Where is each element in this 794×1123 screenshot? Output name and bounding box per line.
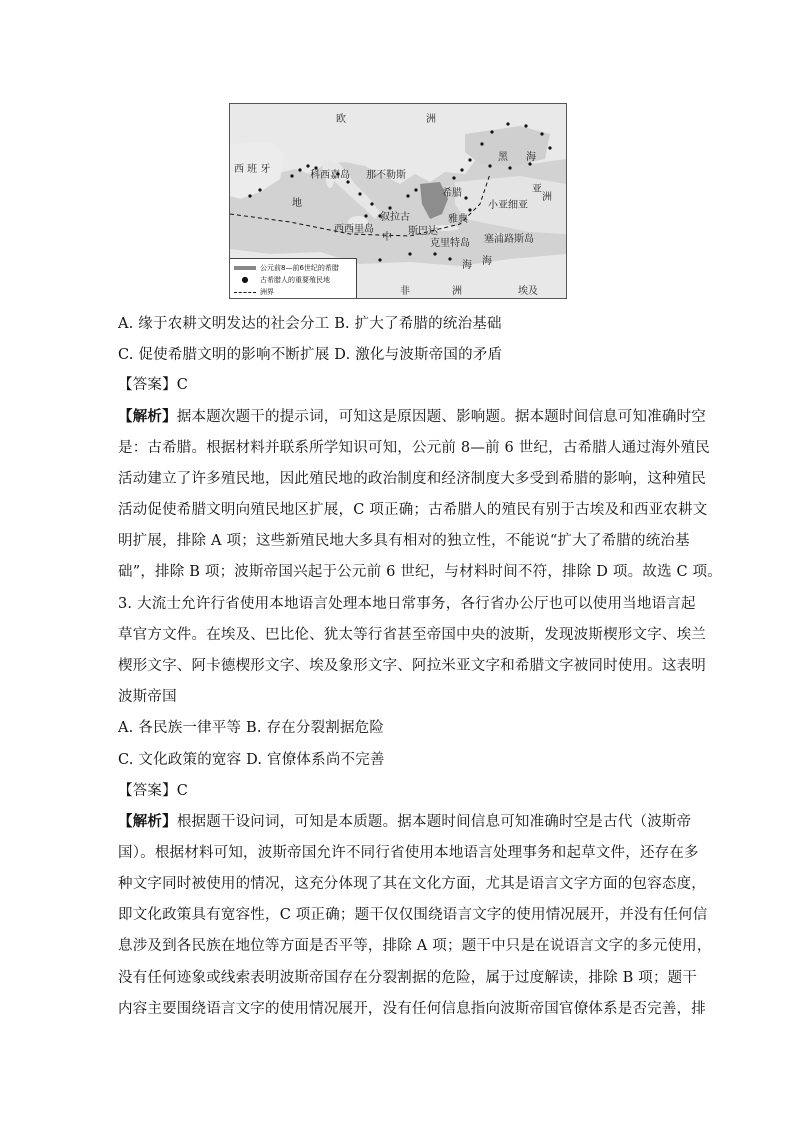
q2-analysis-text-1: 据本题次题干的提示词，可知这是原因题、影响题。据本题时间信息可知准确时空 xyxy=(176,409,707,425)
label-athens: 雅典 xyxy=(448,214,468,225)
label-black-sea-1: 黑 xyxy=(498,152,508,163)
legend-area-swatch xyxy=(234,266,256,270)
label-sea-east: 海 xyxy=(462,260,472,271)
label-asia-1: 亚 xyxy=(532,184,542,195)
q2-answer: 【答案】C xyxy=(118,377,189,393)
q3-analysis-line-4: 即文化政策具有宽容性，C 项正确；题干仅仅围绕语言文字的使用情况展开，并没有任何信 xyxy=(118,907,708,923)
label-med-1: 地 xyxy=(292,198,302,209)
map-legend xyxy=(230,258,357,299)
q2-options-row-1: A. 缘于农耕文明发达的社会分工 B. 扩大了希腊的统治基础 xyxy=(118,316,502,332)
q2-analysis-line-2: 是：古希腊。根据材料并联系所学知识可知，公元前 8—前 6 世纪，古希腊人通过海外殖民 xyxy=(118,440,710,456)
label-sicily: 西西里岛 xyxy=(334,224,374,235)
legend-dot-icon: ● xyxy=(241,275,249,284)
q3-analysis-text-1: 根据题干设问词，可知是本质题。据本题时间信息可知准确时空是古代（波斯帝 xyxy=(176,814,692,830)
label-africa-1: 非 xyxy=(400,286,410,297)
label-corsica: 科西嘉岛 xyxy=(310,170,350,181)
legend-item-area xyxy=(234,263,339,273)
legend-item-boundary xyxy=(234,287,274,297)
q3-analysis-label: 【解析】 xyxy=(118,813,177,830)
legend-area-label: 公元前8—前6世纪的希腊 xyxy=(260,264,339,272)
q3-analysis-line-6: 没有任何迹象或线索表明波斯帝国存在分裂割据的危险，属于过度解读，排除 B 项；题干 xyxy=(118,970,698,986)
q3-options-row-2: C. 文化政策的宽容 D. 官僚体系尚不完善 xyxy=(118,752,385,768)
label-sparta: 斯巴达 xyxy=(408,226,438,237)
label-africa-2: 洲 xyxy=(452,286,462,297)
label-med-3: 海 xyxy=(482,256,492,267)
q2-analysis-label: 【解析】 xyxy=(118,408,177,425)
q3-analysis-line-3: 种文字同时被使用的情况，这充分体现了其在文化方面，尤其是语言文字方面的包容态度， xyxy=(118,876,706,892)
q3-answer: 【答案】C xyxy=(118,783,189,799)
legend-item-colony xyxy=(234,275,330,285)
label-crete: 克里特岛 xyxy=(430,238,470,249)
q2-analysis-line-6: 础”，排除 B 项；波斯帝国兴起于公元前 6 世纪，与材料时间不符，排除 D 项。故选 C 项。 xyxy=(118,564,722,580)
label-black-sea-2: 海 xyxy=(526,152,536,163)
q3-stem-line-2: 草官方文件。在埃及、巴比伦、犹太等行省甚至帝国中央的波斯，发现波斯楔形文字、埃兰 xyxy=(118,627,706,643)
q3-analysis-line-5: 息涉及到各民族在地位等方面是否平等，排除 A 项；题干中只是在说语言文字的多元使用， xyxy=(118,938,712,954)
q3-analysis-line-2: 国）。根据材料可知，波斯帝国允许不同行省使用本地语言处理事务和起草文件，还存在多 xyxy=(118,845,699,861)
label-med-2: 中 xyxy=(382,232,392,243)
legend-colony-label: 古希腊人的重要殖民地 xyxy=(260,276,330,284)
q3-analysis-line-7: 内容主要围绕语言文字的使用情况展开，没有任何信息指向波斯帝国官僚体系是否完善，排 xyxy=(118,1001,706,1017)
label-cyprus: 塞浦路斯岛 xyxy=(484,234,534,245)
q2-options-row-2: C. 促使希腊文明的影响不断扩展 D. 激化与波斯帝国的矛盾 xyxy=(118,347,503,363)
q3-analysis-line-1 xyxy=(118,810,691,831)
label-naples: 那不勒斯 xyxy=(366,170,406,181)
q3-stem-line-4: 波斯帝国 xyxy=(118,689,177,705)
label-europe-1: 欧 xyxy=(336,114,346,125)
q2-analysis-line-5: 明扩展，排除 A 项；这些新殖民地大多具有相对的独立性，不能说“扩大了希腊的统治基 xyxy=(118,533,690,549)
label-syracuse: 叙拉古 xyxy=(380,212,410,223)
legend-dash-icon xyxy=(234,292,256,293)
q2-analysis-line-4: 活动促使希腊文明向殖民地区扩展，C 项正确；古希腊人的殖民有别于古埃及和西亚农耕文 xyxy=(118,502,708,518)
colonization-map xyxy=(229,103,567,299)
label-egypt: 埃及 xyxy=(518,286,538,297)
legend-boundary-label: 洲界 xyxy=(260,288,274,296)
q3-stem-line-3: 楔形文字、阿卡德楔形文字、埃及象形文字、阿拉米亚文字和希腊文字被同时使用。这表明 xyxy=(118,658,706,674)
q2-analysis-line-1 xyxy=(118,405,706,426)
label-greece: 希腊 xyxy=(442,188,462,199)
q3-options-row-1: A. 各民族一律平等 B. 存在分裂割据危险 xyxy=(118,720,385,736)
label-asia-minor: 小亚细亚 xyxy=(488,200,528,211)
label-spain: 西 班 牙 xyxy=(234,164,271,175)
label-europe-2: 洲 xyxy=(426,114,436,125)
q2-analysis-line-3: 活动建立了许多殖民地，因此殖民地的政治制度和经济制度大多受到希腊的影响，这种殖民 xyxy=(118,471,706,487)
label-asia-2: 洲 xyxy=(542,192,552,203)
q3-stem-line-1: 3. 大流士允许行省使用本地语言处理本地日常事务，各行省办公厅也可以使用当地语言起 xyxy=(118,596,696,612)
